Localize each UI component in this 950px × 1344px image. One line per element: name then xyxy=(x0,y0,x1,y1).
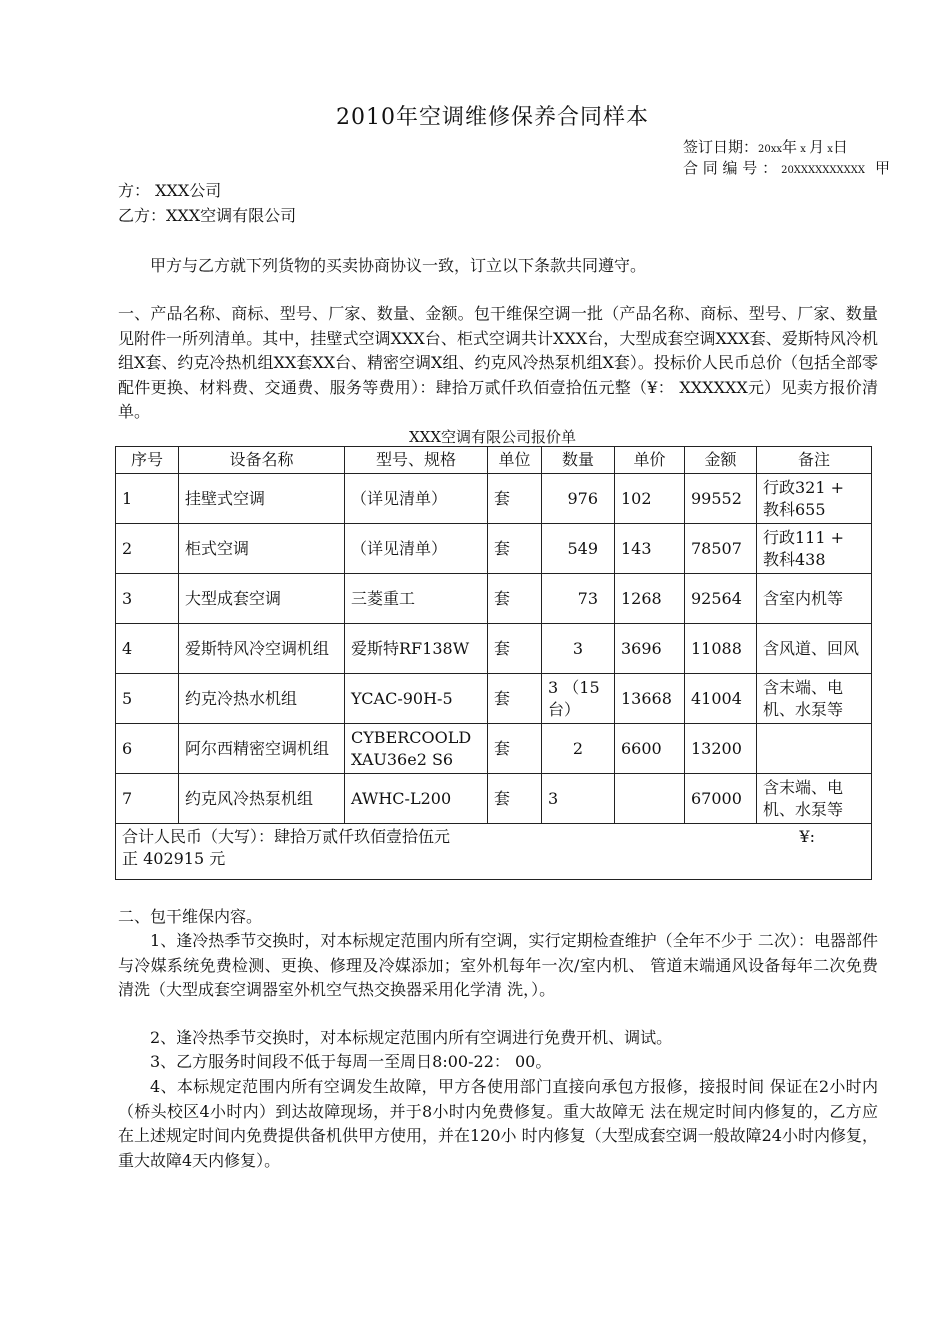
total-label: 合计人民币（大写）：肆拾万贰仟玖佰壹拾伍元 xyxy=(122,827,451,846)
cell-quantity: 3 xyxy=(542,624,615,674)
cell-quantity: 2 xyxy=(542,724,615,774)
cell-device-name: 柜式空调 xyxy=(179,524,345,574)
total-currency-symbol: ¥: xyxy=(799,827,815,846)
table-caption: XXX空调有限公司报价单 xyxy=(408,428,577,446)
cell-unit: 套 xyxy=(488,474,542,524)
contract-number-suffix: 甲 xyxy=(875,159,891,177)
cell-amount: 92564 xyxy=(685,574,757,624)
cell-model: CYBERCOOLDXAU36e2 S6 xyxy=(345,724,488,774)
contract-number-label: 合 同 编 号 ： xyxy=(683,159,778,177)
cell-remarks: 含室内机等 xyxy=(757,574,872,624)
cell-unit: 套 xyxy=(488,724,542,774)
header-unit: 单位 xyxy=(488,447,542,474)
contract-number xyxy=(683,157,890,178)
total-cell xyxy=(116,824,872,880)
cell-model: （详见清单） xyxy=(345,524,488,574)
quotation-table xyxy=(115,446,872,880)
cell-unit: 套 xyxy=(488,774,542,824)
cell-unit: 套 xyxy=(488,624,542,674)
section-2-item-1: 1、逢冷热季节交换时，对本标规定范围内所有空调，实行定期检查维护（全年不少于 二次）：电器部件与冷媒系统免费检测、更换、修理及冷媒添加；室外机每年一次/室内机、 管道末端通风设备每年二次免费清洗（大型成套空调器室外机空气热交换器采用化学清 洗，）。 xyxy=(118,931,878,999)
cell-unit-price: 102 xyxy=(615,474,685,524)
cell-index: 1 xyxy=(116,474,179,524)
sign-date xyxy=(683,136,848,157)
contract-number-value: 20XXXXXXXXXX xyxy=(781,165,865,176)
table-row xyxy=(116,574,872,624)
cell-model: YCAC-90H-5 xyxy=(345,674,488,724)
cell-index: 2 xyxy=(116,524,179,574)
section-2-title: 二、包干维保内容。 xyxy=(118,907,263,926)
cell-model: AWHC-L200 xyxy=(345,774,488,824)
cell-amount: 99552 xyxy=(685,474,757,524)
cell-amount: 41004 xyxy=(685,674,757,724)
cell-model: （详见清单） xyxy=(345,474,488,524)
cell-unit-price: 13668 xyxy=(615,674,685,724)
sign-date-day-unit: 日 xyxy=(832,138,848,156)
cell-unit-price: 3696 xyxy=(615,624,685,674)
header-model: 型号、规格 xyxy=(345,447,488,474)
party-a: 方： XXX公司 xyxy=(118,181,222,200)
cell-quantity: 73 xyxy=(542,574,615,624)
cell-index: 3 xyxy=(116,574,179,624)
cell-index: 7 xyxy=(116,774,179,824)
cell-remarks: 含末端、电机、水泵等 xyxy=(757,674,872,724)
table-row xyxy=(116,524,872,574)
party-b: 乙方：XXX空调有限公司 xyxy=(118,206,297,225)
cell-index: 5 xyxy=(116,674,179,724)
cell-amount: 13200 xyxy=(685,724,757,774)
cell-unit: 套 xyxy=(488,674,542,724)
cell-index: 4 xyxy=(116,624,179,674)
header-quantity: 数量 xyxy=(542,447,615,474)
section-1-paragraph: 一、产品名称、商标、型号、厂家、数量、金额。包干维保空调一批（产品名称、商标、型号、厂家、数量见附件一所列清单。其中，挂壁式空调XXX台、柜式空调共计XXX台，大型成套空调XXX套、爱斯特风冷机组X套、约克冷热机组XX套XX台、精密空调X组、约克风冷热泵机组X套）。投标价人民币总价（包括全部零配件更换、材料费、交通费、服务等费用）：肆拾万贰仟玖佰壹拾伍元整（¥： XXXXXX元）见卖方报价清单。 xyxy=(118,304,878,421)
cell-remarks: 含末端、电机、水泵等 xyxy=(757,774,872,824)
sign-date-month: x xyxy=(800,144,806,155)
cell-remarks xyxy=(757,724,872,774)
cell-amount: 11088 xyxy=(685,624,757,674)
sign-date-year-unit: 年 xyxy=(782,138,798,156)
cell-remarks: 行政321 + 教科655 xyxy=(757,474,872,524)
sign-date-day: x xyxy=(827,144,833,155)
cell-unit-price: 6600 xyxy=(615,724,685,774)
cell-model: 爱斯特RF138W xyxy=(345,624,488,674)
cell-device-name: 大型成套空调 xyxy=(179,574,345,624)
cell-device-name: 约克风冷热泵机组 xyxy=(179,774,345,824)
cell-index: 6 xyxy=(116,724,179,774)
header-amount: 金额 xyxy=(685,447,757,474)
sign-date-year: 20xx xyxy=(758,144,783,155)
cell-device-name: 挂壁式空调 xyxy=(179,474,345,524)
table-header-row xyxy=(116,447,872,474)
cell-remarks: 行政111 + 教科438 xyxy=(757,524,872,574)
cell-unit: 套 xyxy=(488,574,542,624)
total-value: 正 402915 元 xyxy=(122,849,226,868)
header-remarks: 备注 xyxy=(757,447,872,474)
cell-quantity: 3 （15台） xyxy=(542,674,615,724)
section-2-item-4: 4、本标规定范围内所有空调发生故障，甲方各使用部门直接向承包方报修，接报时间 保证在2小时内（桥头校区4小时内）到达故障现场，并于8小时内免费修复。重大故障无 法在规定时间内修复的，乙方应在上述规定时间内免费提供备机供甲方使用，并在120小 时内修复（大型成套空调一般故障24小时内修复，重大故障4天内修复）。 xyxy=(118,1077,878,1170)
cell-amount: 78507 xyxy=(685,524,757,574)
section-2-item-3: 3、乙方服务时间段不低于每周一至周日8:00-22： 00。 xyxy=(150,1052,552,1071)
cell-device-name: 阿尔西精密空调机组 xyxy=(179,724,345,774)
header-unit-price: 单价 xyxy=(615,447,685,474)
cell-device-name: 爱斯特风冷空调机组 xyxy=(179,624,345,674)
intro-paragraph: 甲方与乙方就下列货物的买卖协商协议一致，订立以下条款共同遵守。 xyxy=(150,256,647,275)
sign-date-label: 签订日期： xyxy=(683,138,759,156)
section-2-item-2: 2、逢冷热季节交换时，对本标规定范围内所有空调进行免费开机、调试。 xyxy=(150,1028,673,1047)
table-row xyxy=(116,474,872,524)
sign-date-month-unit: 月 xyxy=(809,138,825,156)
table-row xyxy=(116,624,872,674)
cell-unit-price xyxy=(615,774,685,824)
table-row xyxy=(116,774,872,824)
cell-remarks: 含风道、回风 xyxy=(757,624,872,674)
cell-unit-price: 143 xyxy=(615,524,685,574)
cell-amount: 67000 xyxy=(685,774,757,824)
cell-quantity: 976 xyxy=(542,474,615,524)
header-device-name: 设备名称 xyxy=(179,447,345,474)
document-title: 2010年空调维修保养合同样本 xyxy=(336,105,649,130)
cell-unit-price: 1268 xyxy=(615,574,685,624)
cell-quantity: 3 xyxy=(542,774,615,824)
cell-device-name: 约克冷热水机组 xyxy=(179,674,345,724)
cell-unit: 套 xyxy=(488,524,542,574)
cell-model: 三菱重工 xyxy=(345,574,488,624)
header-index: 序号 xyxy=(116,447,179,474)
cell-quantity: 549 xyxy=(542,524,615,574)
table-row xyxy=(116,724,872,774)
table-row xyxy=(116,674,872,724)
table-total-row xyxy=(116,824,872,880)
